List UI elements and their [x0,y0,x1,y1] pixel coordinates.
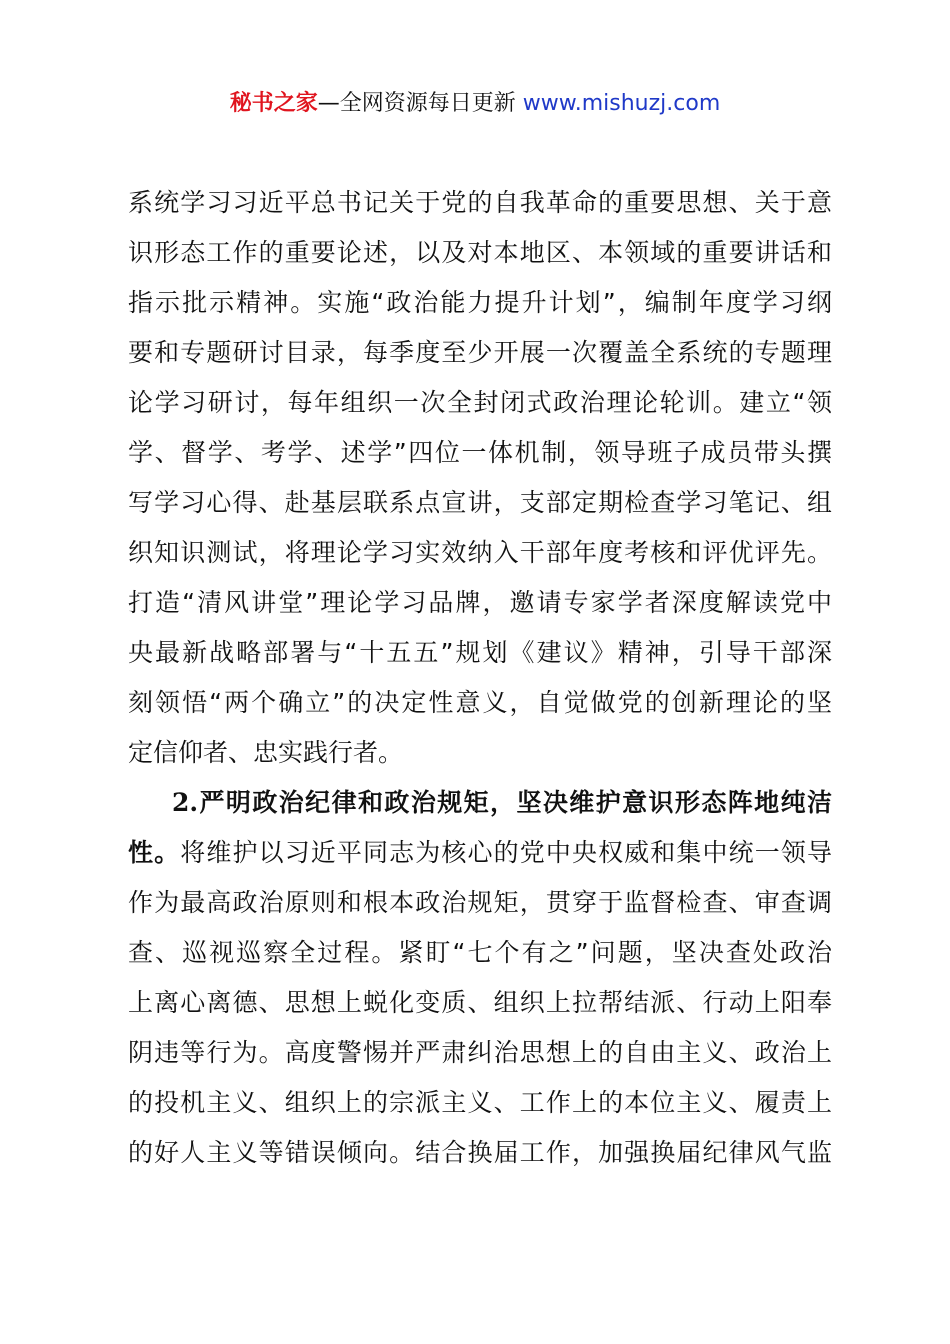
text-line: 的好人主义等错误倾向。结合换届工作，加强换届纪律风气监 [128,1138,832,1167]
section-number: 2. [172,788,199,817]
text-line [128,828,832,878]
text-line: 定信仰者、忠实践行者。 [128,738,404,767]
text-line: 阴违等行为。高度警惕并严肃纠治思想上的自由主义、政治上 [128,1038,832,1067]
section-heading [128,778,832,828]
page-header [0,86,950,122]
header-slogan: —全网资源每日更新 [317,91,516,116]
text-line: 要和专题研讨目录，每季度至少开展一次覆盖全系统的专题理 [128,338,832,367]
section-heading-end: 性。 [128,838,181,867]
text-line: 的投机主义、组织上的宗派主义、工作上的本位主义、履责上 [128,1088,832,1117]
document-body [128,178,832,1178]
text-line: 打造“清风讲堂”理论学习品牌，邀请专家学者深度解读党中 [128,588,832,617]
text-line: 织知识测试，将理论学习实效纳入干部年度考核和评优评先。 [128,538,832,567]
text-line: 上离心离德、思想上蜕化变质、组织上拉帮结派、行动上阳奉 [128,988,832,1017]
text-line-rest: 将维护以习近平同志为核心的党中央权威和集中统一领导 [180,838,832,867]
paragraph-1 [128,178,832,778]
text-line: 刻领悟“两个确立”的决定性意义，自觉做党的创新理论的坚 [128,688,832,717]
text-line: 央最新战略部署与“十五五”规划《建议》精神，引导干部深 [128,638,832,667]
text-line: 学、督学、考学、述学”四位一体机制，领导班子成员带头撰 [128,438,832,467]
header-site-link[interactable]: www.mishuzj.com [522,91,721,116]
header-brand: 秘书之家 [229,91,318,116]
paragraph-2 [128,778,832,1178]
text-line: 识形态工作的重要论述，以及对本地区、本领域的重要讲话和 [128,238,832,267]
section-heading-text: 严明政治纪律和政治规矩，坚决维护意识形态阵地纯洁 [198,788,832,817]
text-line: 论学习研讨，每年组织一次全封闭式政治理论轮训。建立“领 [128,388,832,417]
text-line: 写学习心得、赴基层联系点宣讲，支部定期检查学习笔记、组 [128,488,832,517]
text-line: 查、巡视巡察全过程。紧盯“七个有之”问题，坚决查处政治 [128,938,832,967]
text-line: 系统学习习近平总书记关于党的自我革命的重要思想、关于意 [128,188,832,217]
text-line: 指示批示精神。实施“政治能力提升计划”，编制年度学习纲 [128,288,832,317]
text-line: 作为最高政治原则和根本政治规矩，贯穿于监督检查、审查调 [128,888,832,917]
